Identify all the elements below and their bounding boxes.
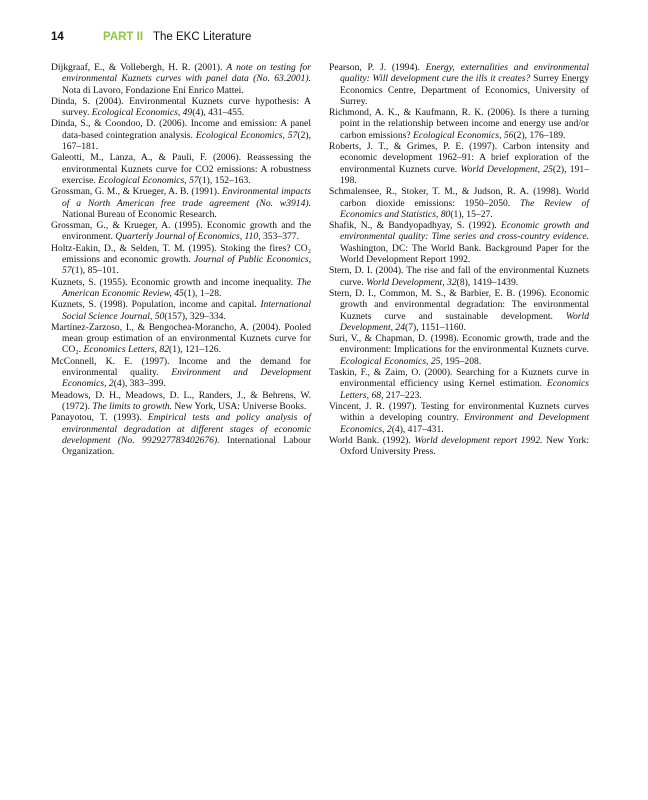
reference-entry: Panayotou, T. (1993). Empirical tests and policy analysis of environmental degradation at different stages of economic development (No. 992927783402676). International Labour Organization. xyxy=(51,412,311,458)
reference-entry: Kuznets, S. (1998). Population, income and capital. International Social Science Journal, 50(157), 329–334. xyxy=(51,299,311,322)
reference-entry: Galeotti, M., Lanza, A., & Pauli, F. (2006). Reassessing the environmental Kuznets curve for CO2 emissions: A robustness exercise. Ecological Economics, 57(1), 152–163. xyxy=(51,152,311,186)
reference-entry: World Bank. (1992). World development report 1992. New York: Oxford University Press. xyxy=(329,434,589,458)
reference-entry: Holtz-Eakin, D., & Selden, T. M. (1995). Stoking the fires? CO₂ emissions and economic growth. Journal of Public Economics, 57(1), 85–101. xyxy=(51,242,311,277)
reference-entry: Roberts, J. T., & Grimes, P. E. (1997). Carbon intensity and economic development 1962–91: A brief exploration of the environmental Kuznets curve. World Development, 25(2), 191–198. xyxy=(329,141,589,186)
reference-entry: Schmalensee, R., Stoker, T. M., & Judson, R. A. (1998). World carbon dioxide emissions: 1950–2050. The Review of Economics and Statistics, 80(1), 15–27. xyxy=(329,186,589,220)
reference-entry: Stern, D. I. (2004). The rise and fall of the environmental Kuznets curve. World Development, 32(8), 1419–1439. xyxy=(329,265,589,288)
reference-entry: Stern, D. I., Common, M. S., & Barbier, E. B. (1996). Economic growth and environmental degradation: The environmental Kuznets curve and sustainable development. World Development, 24(7), 1151–1160. xyxy=(329,287,589,333)
reference-entry: McConnell, K. E. (1997). Income and the demand for environmental quality. Environment and Development Economics, 2(4), 383–399. xyxy=(51,355,311,390)
running-title: The EKC Literature xyxy=(153,31,252,43)
references-left-column xyxy=(51,62,311,457)
reference-entry: Kuznets, S. (1955). Economic growth and income inequality. The American Economic Review, 45(1), 1–28. xyxy=(51,276,311,299)
page-number: 14 xyxy=(51,31,64,43)
part-label: PART II xyxy=(103,31,144,43)
page-header xyxy=(51,31,608,47)
reference-entry: Taskin, F., & Zaim, O. (2000). Searching for a Kuznets curve in environmental efficiency using Kernel estimation. Economics Letters, 68, 217–223. xyxy=(329,367,589,401)
reference-entry: Meadows, D. H., Meadows, D. L., Randers, J., & Behrens, W. (1972). The limits to growth. New York, USA: Universe Books. xyxy=(51,389,311,412)
reference-entry: Dinda, S., & Coondoo, D. (2006). Income and emission: A panel data-based cointegration analysis. Ecological Economics, 57(2), 167–181. xyxy=(51,118,311,153)
reference-entry: Dijkgraaf, E., & Vollebergh, H. R. (2001). A note on testing for environmental Kuznets curves with panel data (No. 63.2001). Nota di Lavoro, Fondazione Eni Enrico Mattei. xyxy=(51,62,312,96)
reference-entry: Vincent, J. R. (1997). Testing for environmental Kuznets curves within a developing country. Environment and Development Economics, 2(4), 417–431. xyxy=(329,400,589,435)
references-right-column xyxy=(329,62,589,457)
reference-entry: Grossman, G., & Krueger, A. (1995). Economic growth and the environment. Quarterly Journal of Economics, 110, 353–377. xyxy=(51,220,311,243)
reference-entry: Martínez-Zarzoso, I., & Bengochea-Morancho, A. (2004). Pooled mean group estimation of an environmental Kuznets curve for CO₂. Economics Letters, 82(1), 121–126. xyxy=(51,321,311,356)
reference-entry: Pearson, P. J. (1994). Energy, externalities and environmental quality: Will development cure the ills it creates? Surrey Energy Economics Centre, Department of Economics, University of Surrey. xyxy=(329,62,590,107)
reference-entry: Shafik, N., & Bandyopadhyay, S. (1992). Economic growth and environmental quality: Time series and cross-country evidence. Washington, DC: The World Bank. Background Paper for the World Development Report 1992. xyxy=(329,220,589,266)
reference-entry: Grossman, G. M., & Krueger, A. B. (1991). Environmental impacts of a North American free trade agreement (No. w3914). National Bureau of Economic Research. xyxy=(51,186,312,220)
reference-entry: Dinda, S. (2004). Environmental Kuznets curve hypothesis: A survey. Ecological Economics, 49(4), 431–455. xyxy=(51,95,311,119)
reference-entry: Richmond, A. K., & Kaufmann, R. K. (2006). Is there a turning point in the relationship between income and energy use and/or carbon emissions? Ecological Economics, 56(2), 176–189. xyxy=(329,107,589,141)
reference-entry: Suri, V., & Chapman, D. (1998). Economic growth, trade and the environment: Implications for the environmental Kuznets curve. Ecological Economics, 25, 195–208. xyxy=(329,333,589,367)
